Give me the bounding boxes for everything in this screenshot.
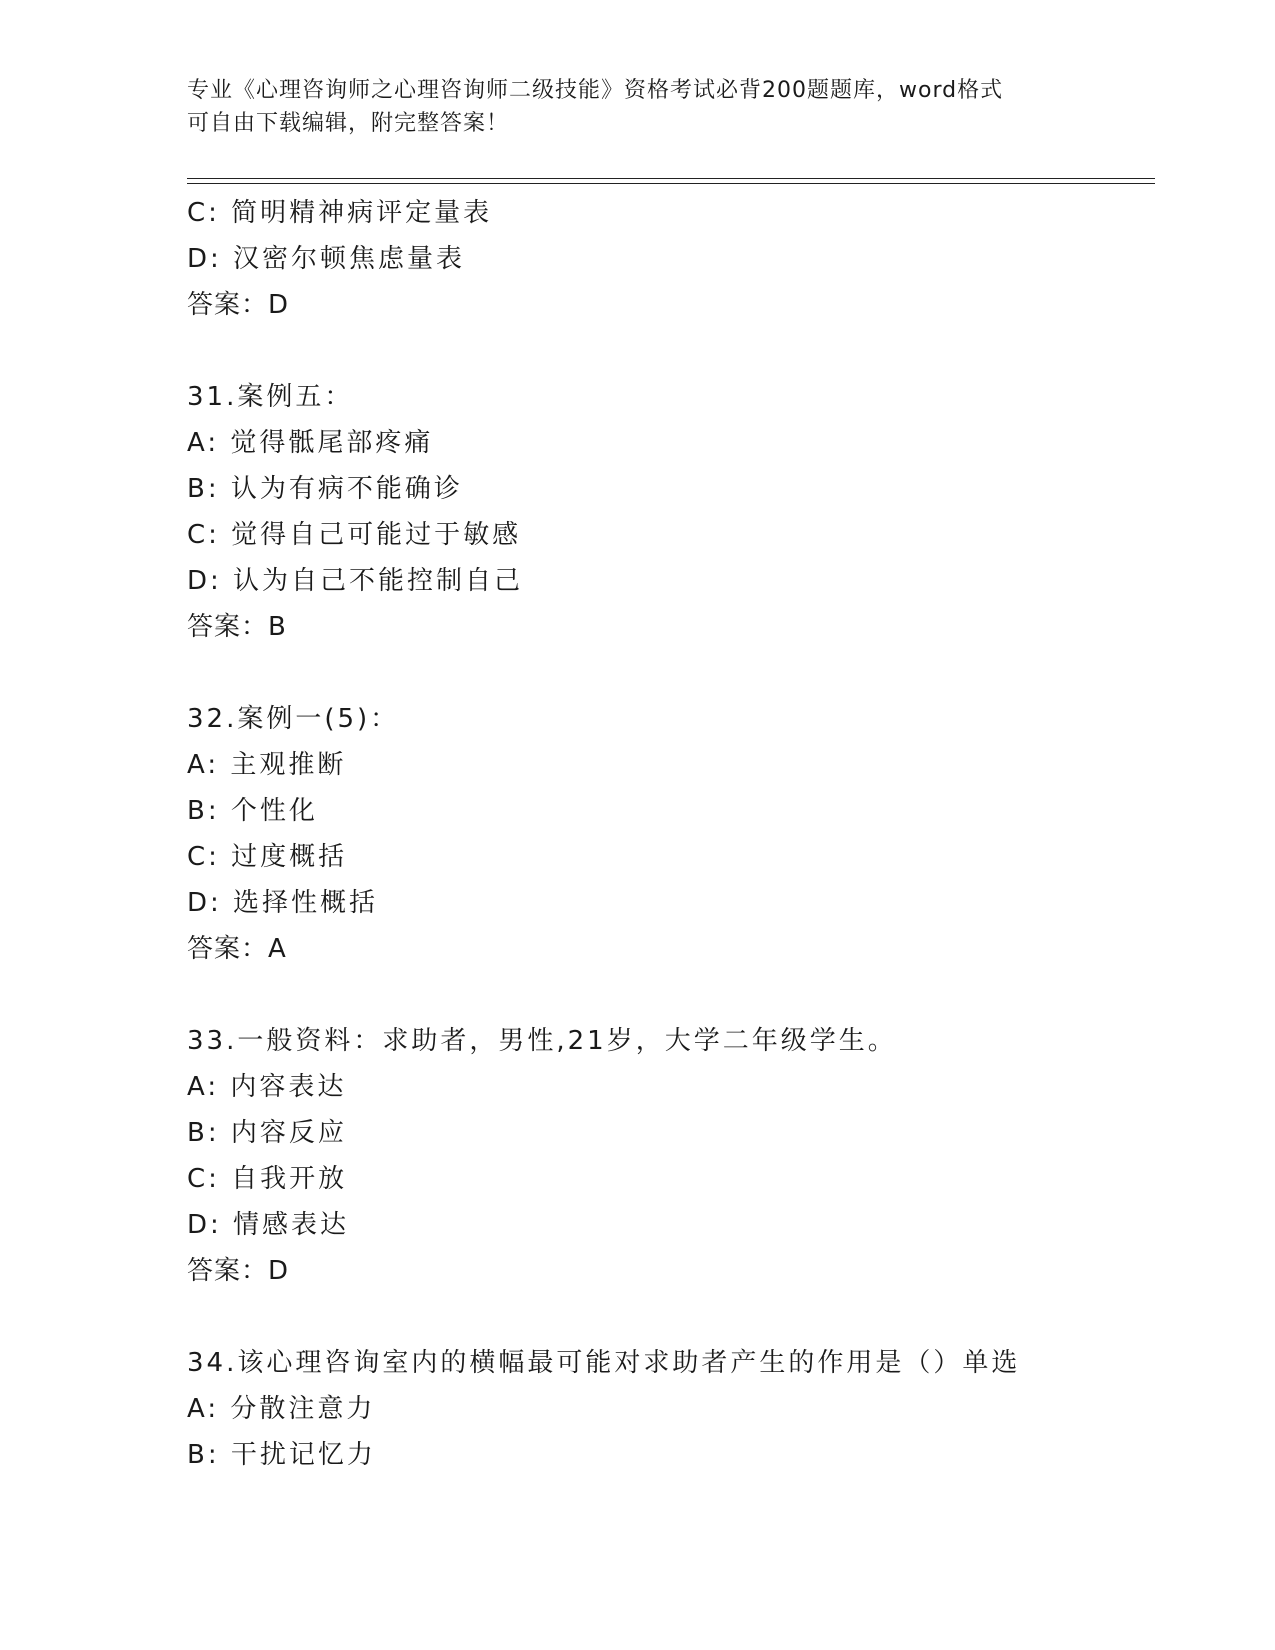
option-c: C: 简明精神病评定量表 <box>187 198 493 228</box>
option-c: C: 觉得自己可能过于敏感 <box>187 520 522 550</box>
answer-line: 答案：D <box>187 1256 290 1286</box>
option-b: B: 干扰记忆力 <box>187 1440 376 1470</box>
header-line-2: 可自由下载编辑，附完整答案！ <box>187 111 510 136</box>
option-d: D: 选择性概括 <box>187 888 379 918</box>
option-a: A: 觉得骶尾部疼痛 <box>187 428 434 458</box>
question-stem: 34.该心理咨询室内的横幅最可能对求助者产生的作用是（）单选 <box>187 1348 1021 1378</box>
option-d: D: 认为自己不能控制自己 <box>187 566 524 596</box>
option-a: A: 主观推断 <box>187 750 347 780</box>
spacer <box>187 1294 1155 1340</box>
document-header <box>187 74 1087 140</box>
option-a: A: 内容表达 <box>187 1072 347 1102</box>
question-33 <box>187 1018 1155 1294</box>
option-b: B: 内容反应 <box>187 1118 347 1148</box>
header-line-1: 专业《心理咨询师之心理咨询师二级技能》资格考试必背200题题库，word格式 <box>187 78 1004 103</box>
option-c: C: 过度概括 <box>187 842 348 872</box>
option-b: B: 个性化 <box>187 796 318 826</box>
question-32 <box>187 696 1155 972</box>
question-30-continued <box>187 190 1155 328</box>
answer-line: 答案：D <box>187 290 290 320</box>
answer-line: 答案：A <box>187 934 287 964</box>
spacer <box>187 328 1155 374</box>
question-stem: 33.一般资料：求助者，男性,21岁，大学二年级学生。 <box>187 1026 897 1056</box>
option-d: D: 情感表达 <box>187 1210 350 1240</box>
question-list <box>187 190 1155 1478</box>
answer-line: 答案：B <box>187 612 287 642</box>
spacer <box>187 972 1155 1018</box>
option-a: A: 分散注意力 <box>187 1394 376 1424</box>
header-rule-top <box>187 178 1155 179</box>
option-c: C: 自我开放 <box>187 1164 348 1194</box>
question-31 <box>187 374 1155 650</box>
header-rule-bottom <box>187 183 1155 184</box>
question-stem: 31.案例五： <box>187 382 354 412</box>
spacer <box>187 650 1155 696</box>
question-34 <box>187 1340 1155 1478</box>
option-d: D: 汉密尔顿焦虑量表 <box>187 244 466 274</box>
option-b: B: 认为有病不能确诊 <box>187 474 463 504</box>
question-stem: 32.案例一(5)： <box>187 704 400 734</box>
